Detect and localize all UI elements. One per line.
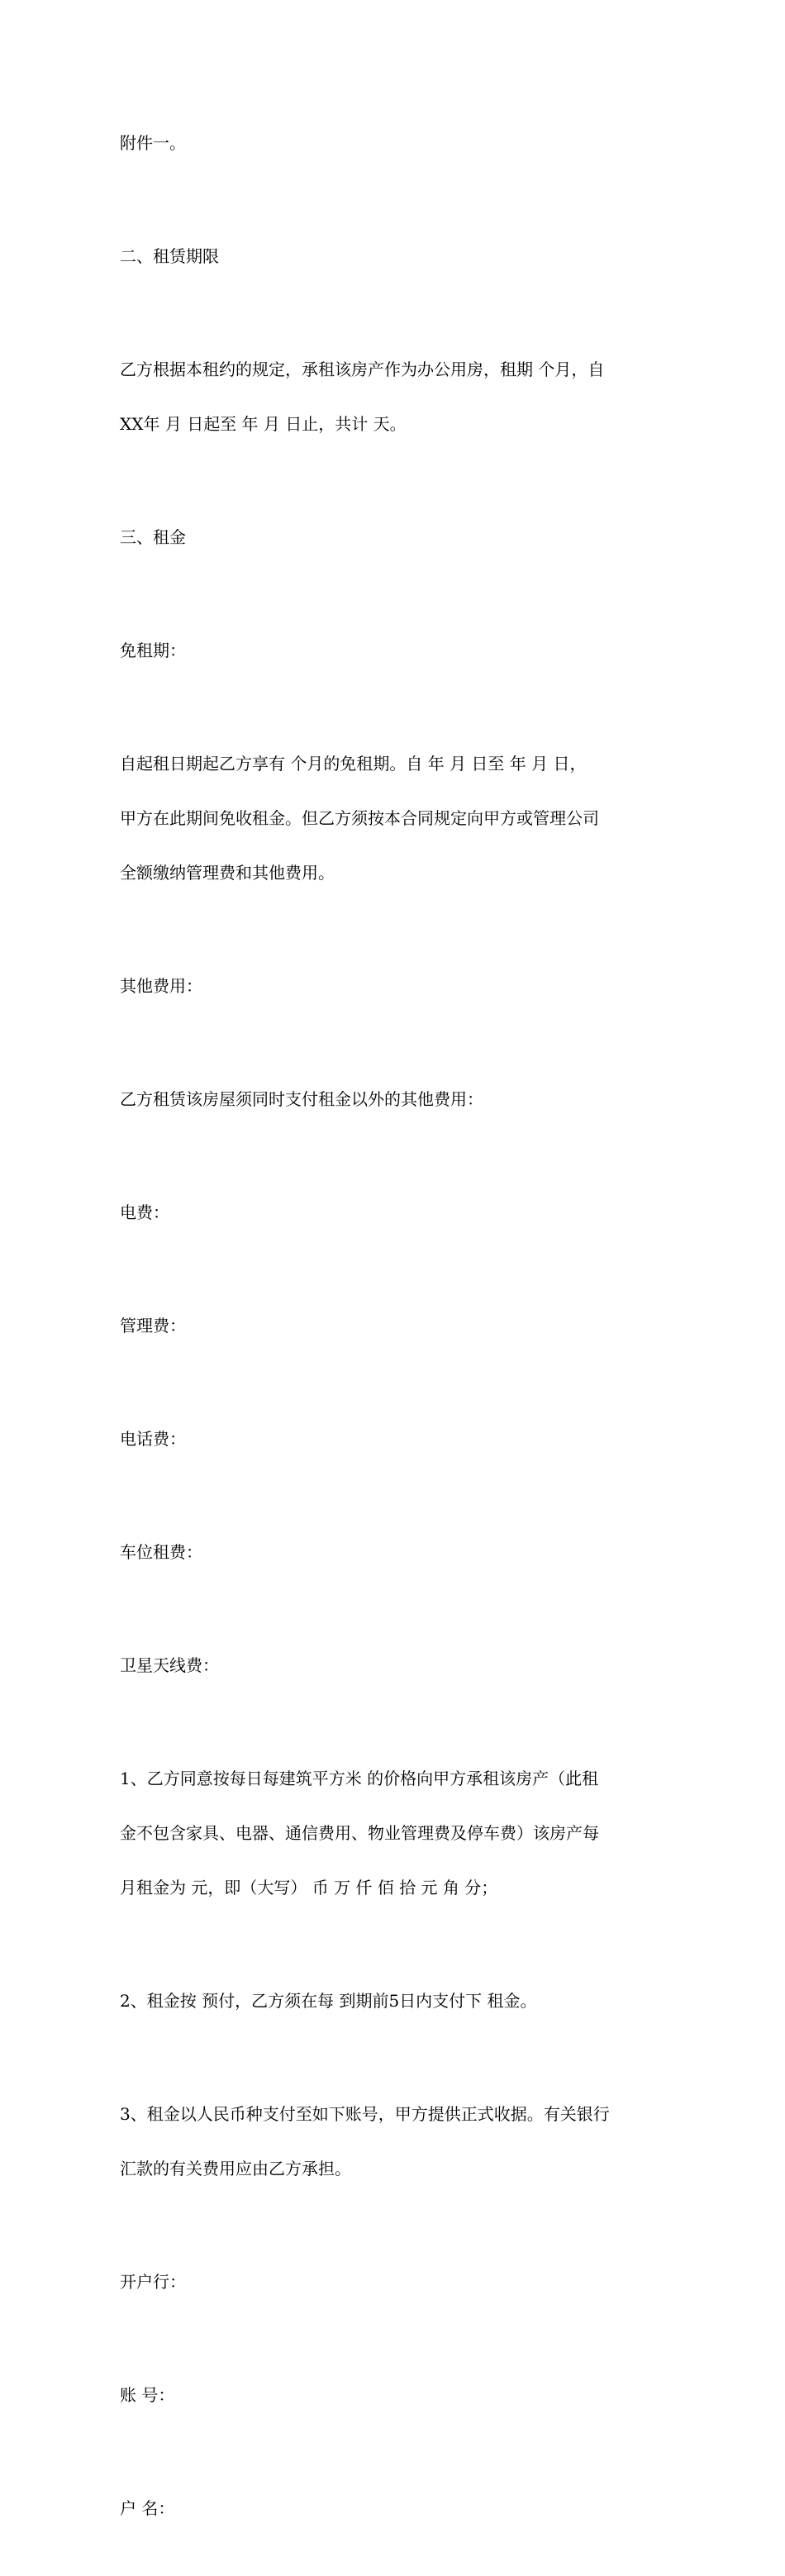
text-line: 开户行：	[120, 2272, 186, 2292]
text-line: 管理费：	[120, 1316, 186, 1336]
text-line: 其他费用：	[120, 976, 202, 996]
text-line: 月租金为 元，即（大写） 币 万 仟 佰 拾 元 角 分；	[120, 1878, 498, 1897]
text-line: 全额缴纳管理费和其他费用。	[120, 863, 335, 883]
clause-3	[120, 2069, 665, 2214]
text-line: 1、乙方同意按每日每建筑平方米 的价格向甲方承租该房产（此租	[120, 1769, 599, 1788]
document-page	[120, 98, 665, 2576]
text-line: 自起租日期起乙方享有 个月的免租期。自 年 月 日至 年 月 日，	[120, 754, 587, 774]
heading-lease-term	[120, 211, 665, 302]
heading-rent	[120, 492, 665, 583]
text-line: 免租期：	[120, 640, 186, 660]
field-electricity-fee	[120, 1167, 665, 1258]
label-rent-free-period	[120, 605, 665, 696]
text-line: 户 名：	[120, 2498, 175, 2518]
text-line: 三、租金	[120, 527, 186, 547]
field-phone-fee	[120, 1393, 665, 1484]
text-line: 卫星天线费：	[120, 1655, 219, 1675]
text-line: 电费：	[120, 1202, 169, 1222]
field-satellite-fee	[120, 1620, 665, 1711]
text-line: 附件一。	[120, 133, 186, 153]
text-line: 电话费：	[120, 1429, 186, 1449]
text-line: 乙方租赁该房屋须同时支付租金以外的其他费用：	[120, 1089, 483, 1109]
text-line: 甲方在此期间免收租金。但乙方须按本合同规定向甲方或管理公司	[120, 808, 599, 828]
paragraph-attachment-one	[120, 98, 665, 188]
paragraph-other-fees	[120, 1054, 665, 1145]
text-line: 二、租赁期限	[120, 246, 219, 266]
field-account-name	[120, 2463, 665, 2554]
text-line: 乙方根据本租约的规定，承租该房产作为办公用房，租期 个月，自	[120, 359, 605, 379]
text-line: 汇款的有关费用应由乙方承担。	[120, 2159, 351, 2178]
text-line: 3、租金以人民币种支付至如下账号，甲方提供正式收据。有关银行	[120, 2104, 610, 2124]
text-line: 2、租金按 预付，乙方须在每 到期前5日内支付下 租金。	[120, 1991, 537, 2011]
text-line: 金不包含家具、电器、通信费用、物业管理费及停车费）该房产每	[120, 1823, 599, 1843]
text-line: XX年 月 日起至 年 月 日止，共计 天。	[120, 414, 407, 434]
paragraph-rent-free-period	[120, 718, 665, 918]
text-line: 车位租费：	[120, 1542, 202, 1562]
clause-2	[120, 1955, 665, 2046]
field-management-fee	[120, 1280, 665, 1371]
paragraph-lease-term	[120, 324, 665, 469]
text-line: 账 号：	[120, 2385, 175, 2405]
field-bank	[120, 2236, 665, 2327]
label-other-fees	[120, 940, 665, 1031]
field-parking-fee	[120, 1507, 665, 1598]
field-account-number	[120, 2350, 665, 2440]
clause-1	[120, 1733, 665, 1933]
